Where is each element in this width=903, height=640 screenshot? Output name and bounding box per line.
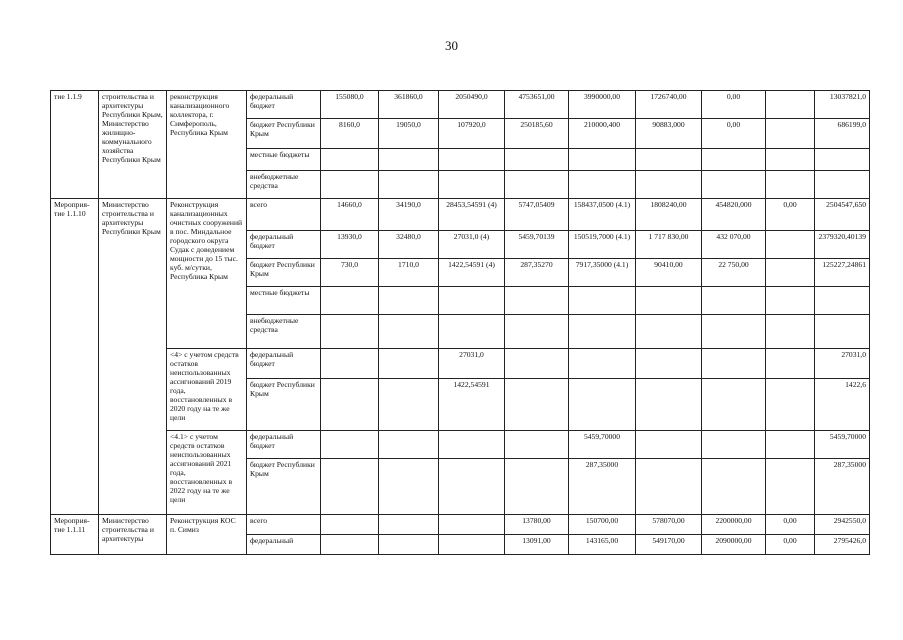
value-cell: 27031,0 <box>815 349 870 379</box>
value-cell: 150519,7000 (4.1) <box>569 231 636 259</box>
table-row <box>51 199 870 231</box>
value-cell <box>505 459 569 515</box>
value-cell: 27031,0 (4) <box>439 231 505 259</box>
value-cell: 28453,54591 (4) <box>439 199 505 231</box>
measure-label: Мероприя-тие 1.1.11 <box>51 515 99 555</box>
executor-cell: Министерство строительства и архитектуры Республики Крым <box>99 199 167 515</box>
value-cell: 4753651,00 <box>505 91 569 119</box>
funding-source: внебюджетные средства <box>247 315 321 349</box>
value-cell: 1422,54591 <box>439 379 505 431</box>
funding-source: федеральный бюджет <box>247 431 321 459</box>
value-cell <box>702 379 766 431</box>
value-cell <box>815 171 870 199</box>
budget-table <box>50 90 870 555</box>
value-cell <box>766 287 815 315</box>
value-cell: 2942550,0 <box>815 515 870 535</box>
value-cell: 287,35270 <box>505 259 569 287</box>
value-cell: 361860,0 <box>379 91 439 119</box>
table-row <box>51 349 870 379</box>
funding-source: федеральный бюджет <box>247 231 321 259</box>
funding-source: всего <box>247 515 321 535</box>
value-cell <box>702 431 766 459</box>
value-cell: 90410,00 <box>636 259 702 287</box>
value-cell <box>636 149 702 171</box>
value-cell: 1422,54591 (4) <box>439 259 505 287</box>
value-cell: 5459,70000 <box>815 431 870 459</box>
value-cell <box>505 171 569 199</box>
value-cell <box>702 171 766 199</box>
value-cell <box>815 287 870 315</box>
funding-source: федеральный бюджет <box>247 349 321 379</box>
value-cell <box>815 315 870 349</box>
value-cell: 578070,00 <box>636 515 702 535</box>
funding-source: федеральный бюджет <box>247 91 321 119</box>
value-cell <box>439 315 505 349</box>
value-cell: 2379320,40139 <box>815 231 870 259</box>
value-cell <box>379 349 439 379</box>
value-cell: 2090000,00 <box>702 535 766 555</box>
value-cell <box>766 315 815 349</box>
value-cell: 730,0 <box>321 259 379 287</box>
value-cell <box>766 349 815 379</box>
funding-source: бюджет Республики Крым <box>247 379 321 431</box>
value-cell: 13930,0 <box>321 231 379 259</box>
value-cell: 2504547,650 <box>815 199 870 231</box>
value-cell <box>766 149 815 171</box>
value-cell: 1422,6 <box>815 379 870 431</box>
funding-source: федеральный <box>247 535 321 555</box>
value-cell: 8160,0 <box>321 119 379 149</box>
value-cell <box>569 171 636 199</box>
value-cell: 107920,0 <box>439 119 505 149</box>
value-cell <box>702 459 766 515</box>
value-cell: 2200000,00 <box>702 515 766 535</box>
value-cell <box>569 149 636 171</box>
value-cell: 27031,0 <box>439 349 505 379</box>
value-cell <box>636 171 702 199</box>
value-cell <box>766 259 815 287</box>
value-cell: 210000,400 <box>569 119 636 149</box>
value-cell: 13091,00 <box>505 535 569 555</box>
value-cell: 287,35000 <box>569 459 636 515</box>
value-cell: 158437,0500 (4.1) <box>569 199 636 231</box>
value-cell: 1710,0 <box>379 259 439 287</box>
value-cell: 287,35000 <box>815 459 870 515</box>
funding-source: внебюджетные средства <box>247 171 321 199</box>
value-cell <box>636 431 702 459</box>
value-cell <box>321 515 379 535</box>
value-cell: 1726740,00 <box>636 91 702 119</box>
value-cell: 143165,00 <box>569 535 636 555</box>
measure-label: тие 1.1.9 <box>51 91 99 199</box>
value-cell <box>379 379 439 431</box>
value-cell: 32480,0 <box>379 231 439 259</box>
table-row <box>51 91 870 119</box>
value-cell <box>321 287 379 315</box>
value-cell: 1 717 830,00 <box>636 231 702 259</box>
value-cell: 90883,000 <box>636 119 702 149</box>
value-cell <box>439 515 505 535</box>
value-cell <box>505 379 569 431</box>
value-cell: 549170,00 <box>636 535 702 555</box>
value-cell <box>439 171 505 199</box>
measure-name: реконструкция канализационного коллектора, г. Симферополь, Республика Крым <box>167 91 247 199</box>
page-number: 30 <box>445 38 458 53</box>
value-cell: 150700,00 <box>569 515 636 535</box>
value-cell <box>321 149 379 171</box>
funding-source: местные бюджеты <box>247 149 321 171</box>
value-cell <box>702 149 766 171</box>
value-cell: 3990000,00 <box>569 91 636 119</box>
value-cell <box>379 431 439 459</box>
value-cell: 0,00 <box>766 199 815 231</box>
value-cell <box>439 459 505 515</box>
value-cell: 0,00 <box>702 119 766 149</box>
measure-name: Реконструкция канализационных очистных сооружений в пос. Миндальное городского округа Судак с доведением мощности до 15 тыс. куб. м/сутки, Республика Крым <box>167 199 247 349</box>
value-cell: 155080,0 <box>321 91 379 119</box>
value-cell <box>766 459 815 515</box>
value-cell <box>505 315 569 349</box>
value-cell: 13037821,0 <box>815 91 870 119</box>
value-cell: 432 070,00 <box>702 231 766 259</box>
value-cell <box>702 315 766 349</box>
value-cell: 454820,000 <box>702 199 766 231</box>
value-cell <box>569 349 636 379</box>
value-cell <box>766 91 815 119</box>
value-cell <box>379 459 439 515</box>
executor-cell: Министерство строительства и архитектуры <box>99 515 167 555</box>
value-cell <box>766 171 815 199</box>
value-cell: 13780,00 <box>505 515 569 535</box>
value-cell: 5459,70000 <box>569 431 636 459</box>
value-cell: 0,00 <box>766 515 815 535</box>
funding-source: бюджет Республики Крым <box>247 119 321 149</box>
value-cell <box>321 315 379 349</box>
value-cell <box>766 431 815 459</box>
value-cell <box>569 315 636 349</box>
funding-source: местные бюджеты <box>247 287 321 315</box>
note-cell: <4> с учетом средств остатков неиспользованных ассигнований 2019 года, восстановленных в 2020 году на те же цели <box>167 349 247 431</box>
value-cell <box>766 119 815 149</box>
value-cell <box>379 149 439 171</box>
value-cell: 250185,60 <box>505 119 569 149</box>
value-cell <box>569 379 636 431</box>
value-cell <box>815 149 870 171</box>
value-cell: 686199,0 <box>815 119 870 149</box>
table-row <box>51 515 870 535</box>
value-cell <box>439 149 505 171</box>
value-cell <box>505 349 569 379</box>
funding-source: бюджет Республики Крым <box>247 459 321 515</box>
value-cell <box>702 349 766 379</box>
value-cell <box>636 379 702 431</box>
value-cell <box>766 231 815 259</box>
value-cell <box>379 515 439 535</box>
value-cell <box>505 149 569 171</box>
value-cell <box>321 431 379 459</box>
value-cell <box>636 287 702 315</box>
value-cell: 14660,0 <box>321 199 379 231</box>
note-cell: <4.1> с учетом средств остатков неиспользованных ассигнований 2021 года, восстановленных в 2022 году на те же цели <box>167 431 247 515</box>
value-cell <box>321 349 379 379</box>
value-cell <box>379 315 439 349</box>
value-cell: 19050,0 <box>379 119 439 149</box>
value-cell: 34190,0 <box>379 199 439 231</box>
value-cell <box>636 315 702 349</box>
value-cell <box>439 287 505 315</box>
value-cell <box>379 535 439 555</box>
value-cell: 5459,70139 <box>505 231 569 259</box>
value-cell <box>439 431 505 459</box>
value-cell <box>569 287 636 315</box>
value-cell <box>636 459 702 515</box>
value-cell <box>439 535 505 555</box>
value-cell: 2795426,0 <box>815 535 870 555</box>
value-cell <box>379 287 439 315</box>
value-cell <box>766 379 815 431</box>
value-cell <box>505 431 569 459</box>
value-cell <box>505 287 569 315</box>
value-cell: 1808240,00 <box>636 199 702 231</box>
table-row <box>51 431 870 459</box>
value-cell: 22 750,00 <box>702 259 766 287</box>
table-body <box>51 91 870 555</box>
value-cell <box>321 171 379 199</box>
value-cell: 0,00 <box>702 91 766 119</box>
value-cell <box>321 535 379 555</box>
executor-cell: строительства и архитектуры Республики Крым, Министерство жилищно-коммунального хозяйства Республики Крым <box>99 91 167 199</box>
funding-source: бюджет Республики Крым <box>247 259 321 287</box>
value-cell <box>636 349 702 379</box>
value-cell <box>321 459 379 515</box>
value-cell <box>321 379 379 431</box>
measure-name: Реконструкция КОС п. Симиз <box>167 515 247 555</box>
value-cell: 2050490,0 <box>439 91 505 119</box>
value-cell <box>379 171 439 199</box>
measure-label: Мероприя-тие 1.1.10 <box>51 199 99 515</box>
value-cell: 125227,24861 <box>815 259 870 287</box>
value-cell: 0,00 <box>766 535 815 555</box>
funding-source: всего <box>247 199 321 231</box>
value-cell: 7917,35000 (4.1) <box>569 259 636 287</box>
value-cell <box>702 287 766 315</box>
value-cell: 5747,05409 <box>505 199 569 231</box>
